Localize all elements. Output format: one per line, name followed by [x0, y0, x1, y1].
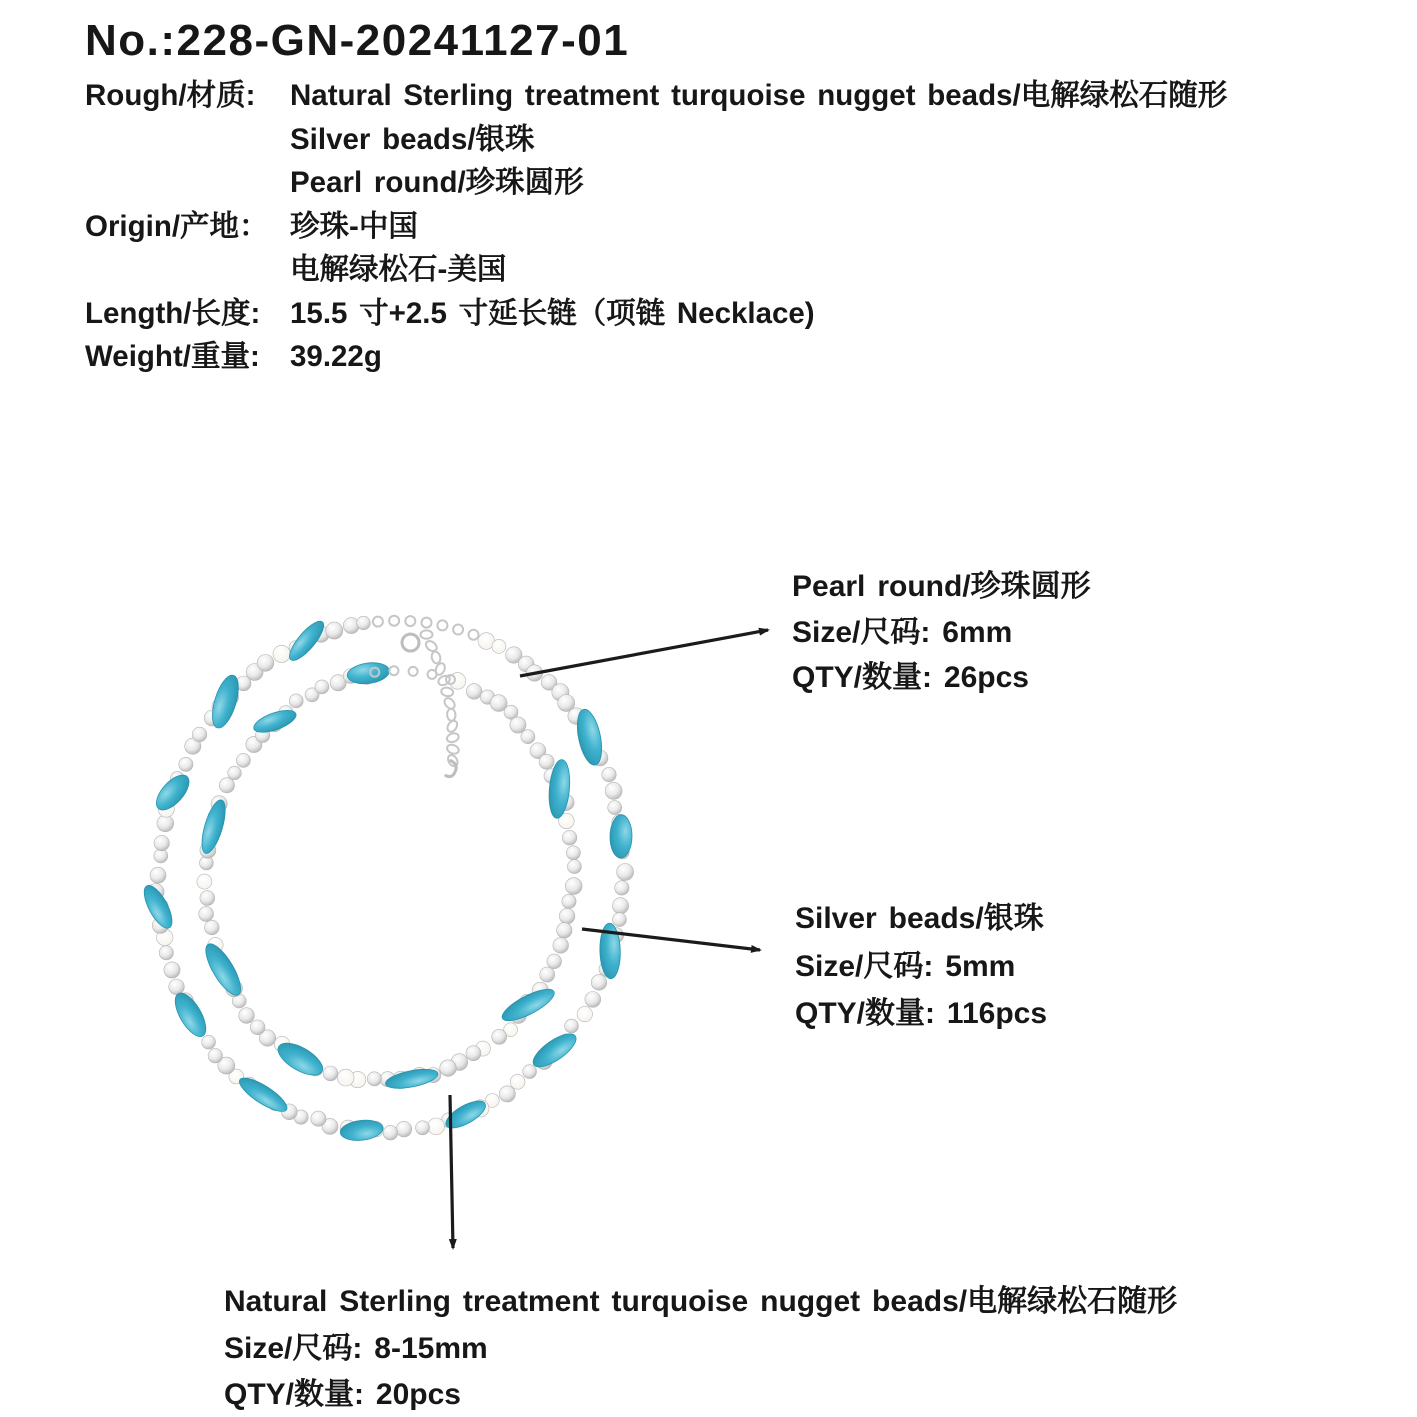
spec-label: Rough/材质: [85, 79, 256, 112]
pearl-callout [792, 564, 1091, 701]
spec-label: Origin/产地： [85, 209, 269, 243]
necklace-illustration [120, 598, 820, 1160]
spec-row [85, 74, 1227, 118]
spec-row [85, 205, 1227, 249]
turquoise-callout [224, 1279, 1177, 1417]
doc-number: No.:228-GN-20241127-01 [85, 16, 630, 65]
spec-value: 电解绿松石-美国 [290, 253, 507, 286]
pearl-callout-size: Size/尺码: 6mm [792, 615, 1013, 649]
pearl-callout-title: Pearl round/珍珠圆形 [792, 570, 1091, 603]
spec-row [85, 335, 1227, 379]
necklace-photo [120, 598, 820, 1160]
spec-label: Weight/重量: [85, 340, 260, 373]
spec-row [85, 248, 1227, 292]
turquoise-callout-title: Natural Sterling treatment turquoise nugget beads/电解绿松石随形 [224, 1285, 1178, 1318]
spec-value: Pearl round/珍珠圆形 [290, 166, 584, 199]
spec-row [85, 118, 1227, 162]
turquoise-callout-qty: QTY/数量: 20pcs [224, 1378, 461, 1411]
pearl-callout-qty: QTY/数量: 26pcs [792, 661, 1029, 694]
spec-row [85, 292, 1227, 336]
spec-block [85, 74, 1227, 379]
turquoise-callout-size: Size/尺码: 8-15mm [224, 1331, 488, 1365]
silver-callout-size: Size/尺码: 5mm [795, 949, 1016, 983]
spec-value: 珍珠-中国 [290, 209, 418, 243]
spec-value: 15.5 寸+2.5 寸延长链（项链 Necklace) [290, 296, 815, 330]
silver-callout [795, 895, 1047, 1038]
spec-value: Silver beads/银珠 [290, 122, 535, 156]
spec-label: Length/长度: [85, 296, 261, 330]
spec-value: Natural Sterling treatment turquoise nugget beads/电解绿松石随形 [290, 79, 1228, 112]
silver-callout-title: Silver beads/银珠 [795, 902, 1044, 935]
spec-row [85, 161, 1227, 205]
silver-callout-qty: QTY/数量: 116pcs [795, 997, 1048, 1030]
spec-value: 39.22g [290, 340, 382, 373]
